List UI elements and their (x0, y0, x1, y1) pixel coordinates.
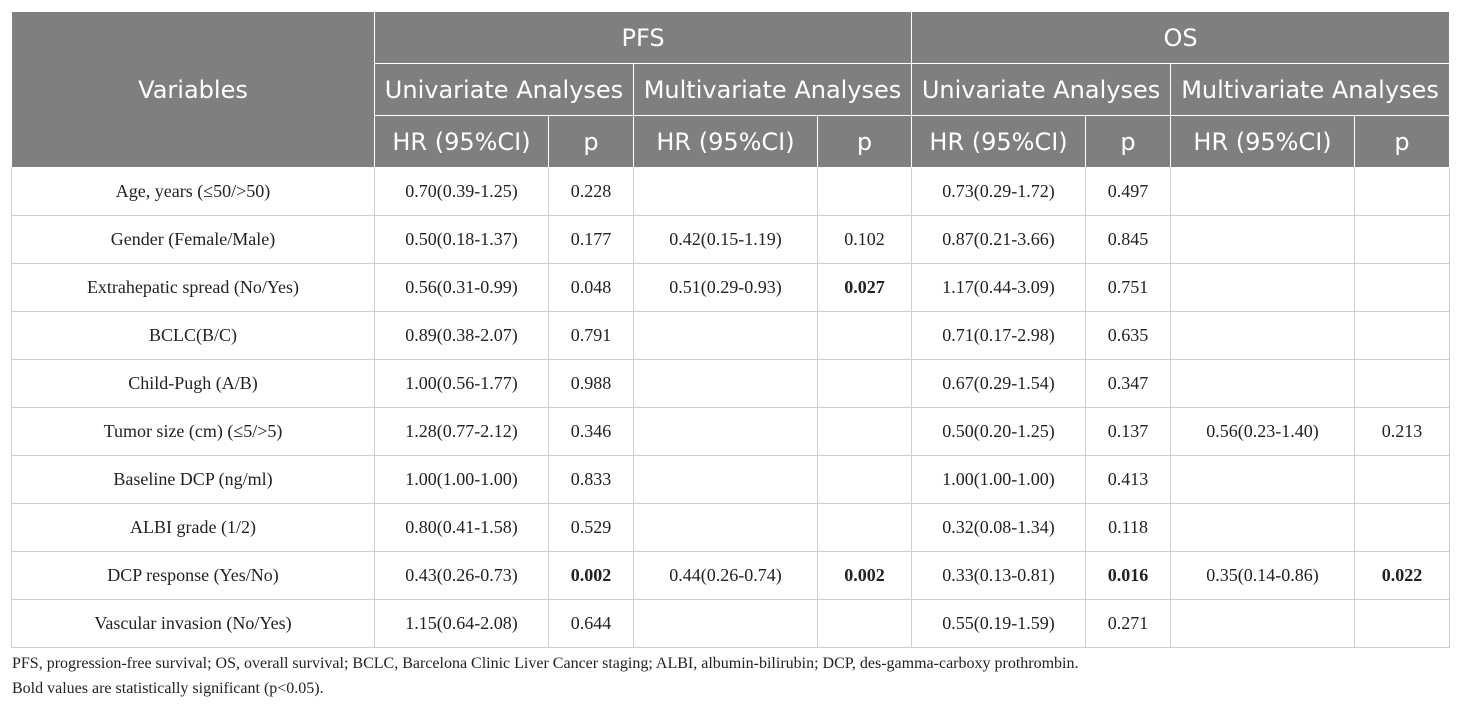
pfs-multi-hr-cell (634, 600, 818, 648)
os-uni-p-cell: 0.751 (1086, 264, 1171, 312)
os-multi-hr-cell (1171, 360, 1355, 408)
os-uni-p-cell: 0.845 (1086, 216, 1171, 264)
os-uni-hr-cell: 0.67(0.29-1.54) (912, 360, 1086, 408)
pfs-uni-p-cell: 0.529 (549, 504, 634, 552)
os-uni-hr-cell: 0.71(0.17-2.98) (912, 312, 1086, 360)
os-multi-hr-cell (1171, 600, 1355, 648)
pfs-uni-p-cell: 0.002 (549, 552, 634, 600)
pfs-multi-hr-cell (634, 504, 818, 552)
regression-table (11, 11, 1450, 648)
os-uni-p-cell: 0.271 (1086, 600, 1171, 648)
pfs-uni-hr-cell: 1.00(0.56-1.77) (375, 360, 549, 408)
pfs-uni-p-cell: 0.833 (549, 456, 634, 504)
table-row (12, 504, 1450, 552)
table-row (12, 312, 1450, 360)
pfs-multi-p-cell (818, 600, 912, 648)
table-footnotes (12, 651, 1078, 701)
os-uni-p-cell: 0.137 (1086, 408, 1171, 456)
os-multi-p-cell: 0.213 (1355, 408, 1450, 456)
pfs-uni-p-cell: 0.346 (549, 408, 634, 456)
os-uni-p-cell: 0.347 (1086, 360, 1171, 408)
os-uni-hr-header: HR (95%CI) (912, 116, 1086, 168)
os-multi-p-cell (1355, 456, 1450, 504)
pfs-univariate-header: Univariate Analyses (375, 64, 634, 116)
pfs-uni-hr-cell: 0.50(0.18-1.37) (375, 216, 549, 264)
pfs-uni-hr-cell: 1.00(1.00-1.00) (375, 456, 549, 504)
pfs-multi-hr-cell: 0.51(0.29-0.93) (634, 264, 818, 312)
table-row (12, 552, 1450, 600)
os-multi-hr-cell: 0.35(0.14-0.86) (1171, 552, 1355, 600)
pfs-uni-p-header: p (549, 116, 634, 168)
pfs-multi-hr-cell (634, 312, 818, 360)
os-header: OS (912, 12, 1450, 64)
pfs-multi-p-cell (818, 408, 912, 456)
pfs-uni-p-cell: 0.988 (549, 360, 634, 408)
os-uni-hr-cell: 0.50(0.20-1.25) (912, 408, 1086, 456)
os-uni-p-cell: 0.497 (1086, 168, 1171, 216)
pfs-uni-p-cell: 0.791 (549, 312, 634, 360)
os-multi-hr-cell (1171, 456, 1355, 504)
pfs-multi-hr-cell (634, 360, 818, 408)
os-uni-p-cell: 0.413 (1086, 456, 1171, 504)
bold-values-footnote: Bold values are statistically significant (p<0.05). (12, 680, 324, 697)
pfs-multi-hr-cell: 0.42(0.15-1.19) (634, 216, 818, 264)
pfs-multi-p-cell: 0.027 (818, 264, 912, 312)
os-univariate-header: Univariate Analyses (912, 64, 1171, 116)
variable-cell: BCLC(B/C) (12, 312, 375, 360)
variable-cell: Extrahepatic spread (No/Yes) (12, 264, 375, 312)
os-multi-p-cell (1355, 360, 1450, 408)
variable-cell: ALBI grade (1/2) (12, 504, 375, 552)
pfs-uni-hr-cell: 0.56(0.31-0.99) (375, 264, 549, 312)
os-multi-p-cell (1355, 312, 1450, 360)
os-uni-hr-cell: 1.00(1.00-1.00) (912, 456, 1086, 504)
pfs-uni-hr-header: HR (95%CI) (375, 116, 549, 168)
pfs-multi-hr-cell: 0.44(0.26-0.74) (634, 552, 818, 600)
os-uni-hr-cell: 1.17(0.44-3.09) (912, 264, 1086, 312)
os-uni-hr-cell: 0.33(0.13-0.81) (912, 552, 1086, 600)
os-multi-p-cell (1355, 168, 1450, 216)
pfs-multi-hr-cell (634, 456, 818, 504)
table-header (12, 12, 1450, 168)
os-uni-hr-cell: 0.55(0.19-1.59) (912, 600, 1086, 648)
pfs-uni-hr-cell: 0.89(0.38-2.07) (375, 312, 549, 360)
pfs-uni-hr-cell: 0.80(0.41-1.58) (375, 504, 549, 552)
variable-cell: Child-Pugh (A/B) (12, 360, 375, 408)
pfs-multi-hr-header: HR (95%CI) (634, 116, 818, 168)
table-row (12, 408, 1450, 456)
pfs-uni-hr-cell: 1.28(0.77-2.12) (375, 408, 549, 456)
os-multi-p-header: p (1355, 116, 1450, 168)
os-multi-hr-cell (1171, 504, 1355, 552)
pfs-uni-p-cell: 0.048 (549, 264, 634, 312)
pfs-multi-p-cell: 0.102 (818, 216, 912, 264)
os-multi-hr-cell (1171, 216, 1355, 264)
pfs-multi-p-cell (818, 504, 912, 552)
os-multi-hr-cell (1171, 312, 1355, 360)
table-row (12, 168, 1450, 216)
table-row (12, 264, 1450, 312)
pfs-multi-p-cell: 0.002 (818, 552, 912, 600)
table-body (12, 168, 1450, 648)
pfs-uni-hr-cell: 1.15(0.64-2.08) (375, 600, 549, 648)
table-row (12, 600, 1450, 648)
os-uni-p-cell: 0.016 (1086, 552, 1171, 600)
os-uni-hr-cell: 0.73(0.29-1.72) (912, 168, 1086, 216)
variable-cell: Gender (Female/Male) (12, 216, 375, 264)
os-multi-hr-cell: 0.56(0.23-1.40) (1171, 408, 1355, 456)
os-multi-hr-cell (1171, 264, 1355, 312)
os-multi-hr-cell (1171, 168, 1355, 216)
os-uni-p-cell: 0.118 (1086, 504, 1171, 552)
pfs-uni-p-cell: 0.177 (549, 216, 634, 264)
pfs-uni-p-cell: 0.228 (549, 168, 634, 216)
os-multi-p-cell (1355, 216, 1450, 264)
os-multivariate-header: Multivariate Analyses (1171, 64, 1450, 116)
pfs-uni-hr-cell: 0.70(0.39-1.25) (375, 168, 549, 216)
os-multi-hr-header: HR (95%CI) (1171, 116, 1355, 168)
os-multi-p-cell: 0.022 (1355, 552, 1450, 600)
variable-cell: DCP response (Yes/No) (12, 552, 375, 600)
variable-cell: Age, years (≤50/>50) (12, 168, 375, 216)
pfs-multi-p-header: p (818, 116, 912, 168)
table-row (12, 216, 1450, 264)
pfs-multi-p-cell (818, 168, 912, 216)
variables-header: Variables (12, 12, 375, 168)
variable-cell: Vascular invasion (No/Yes) (12, 600, 375, 648)
os-multi-p-cell (1355, 504, 1450, 552)
os-multi-p-cell (1355, 264, 1450, 312)
pfs-multivariate-header: Multivariate Analyses (634, 64, 912, 116)
pfs-multi-p-cell (818, 456, 912, 504)
table-row (12, 456, 1450, 504)
pfs-uni-p-cell: 0.644 (549, 600, 634, 648)
variable-cell: Baseline DCP (ng/ml) (12, 456, 375, 504)
os-uni-p-header: p (1086, 116, 1171, 168)
os-uni-hr-cell: 0.32(0.08-1.34) (912, 504, 1086, 552)
variable-cell: Tumor size (cm) (≤5/>5) (12, 408, 375, 456)
pfs-multi-hr-cell (634, 168, 818, 216)
os-uni-hr-cell: 0.87(0.21-3.66) (912, 216, 1086, 264)
pfs-multi-hr-cell (634, 408, 818, 456)
os-uni-p-cell: 0.635 (1086, 312, 1171, 360)
pfs-multi-p-cell (818, 312, 912, 360)
pfs-multi-p-cell (818, 360, 912, 408)
table-row (12, 360, 1450, 408)
pfs-uni-hr-cell: 0.43(0.26-0.73) (375, 552, 549, 600)
os-multi-p-cell (1355, 600, 1450, 648)
pfs-header: PFS (375, 12, 912, 64)
abbreviations-footnote: PFS, progression-free survival; OS, overall survival; BCLC, Barcelona Clinic Liver Cancer staging; ALBI, albumin-bilirubin; DCP, des-gamma-carboxy prothrombin. (12, 655, 1079, 672)
